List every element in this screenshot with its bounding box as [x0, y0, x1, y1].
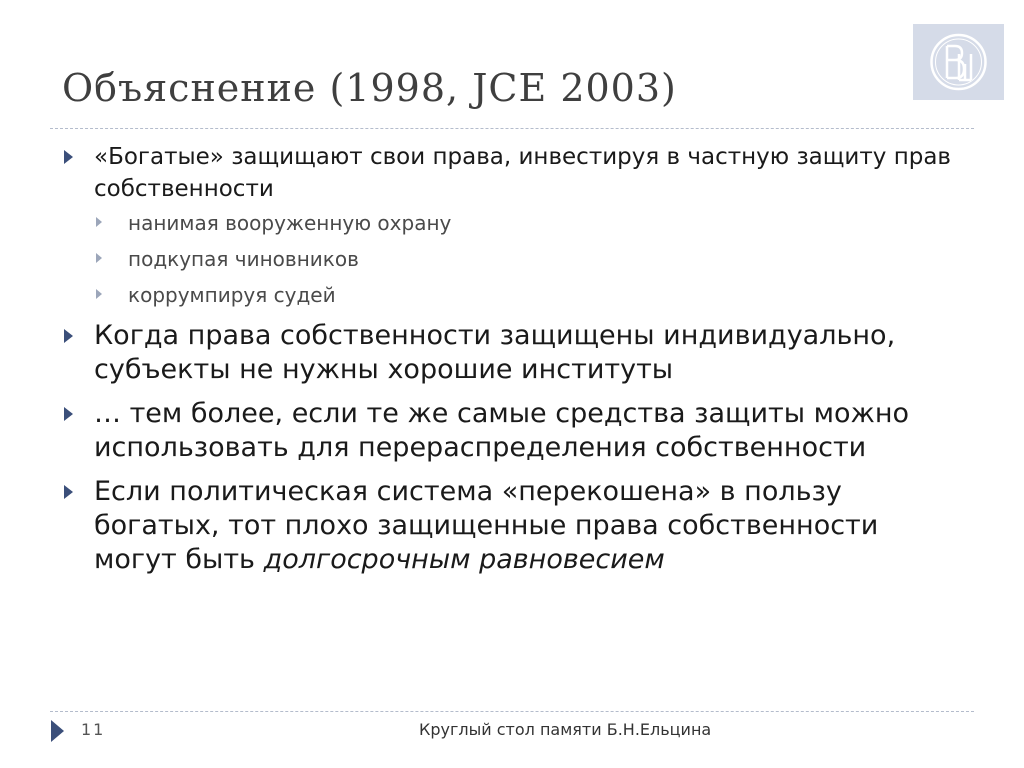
bullet-arrow-icon	[64, 407, 73, 421]
bullet-text: … тем более, если те же самые средства защиты можно использовать для перераспределения собственности	[94, 398, 910, 463]
bullet-list	[62, 141, 962, 577]
bullet-item	[62, 475, 962, 577]
bullet-item	[62, 141, 962, 205]
sub-bullet-item	[96, 245, 962, 273]
bullet-arrow-icon	[64, 150, 73, 164]
sub-bullet-text: нанимая вооруженную охрану	[128, 211, 452, 235]
bullet-text-emphasis: долгосрочным равновесием	[263, 544, 665, 575]
footer-divider	[50, 711, 974, 712]
bullet-arrow-icon	[64, 329, 73, 343]
title-divider	[50, 128, 974, 129]
sub-bullet-item	[96, 209, 962, 237]
bullet-arrow-icon	[64, 485, 73, 499]
sub-bullet-text: подкупая чиновников	[128, 247, 359, 271]
page-number: 11	[81, 720, 106, 739]
bullet-text	[94, 476, 878, 575]
sub-bullet-arrow-icon	[96, 253, 102, 263]
footer-caption: Круглый стол памяти Б.Н.Ельцина	[419, 720, 712, 739]
sub-bullet-arrow-icon	[96, 289, 102, 299]
footer-arrow-icon	[51, 720, 64, 742]
bullet-item	[62, 319, 962, 387]
sub-bullet-arrow-icon	[96, 217, 102, 227]
bullet-text: Когда права собственности защищены индивидуально, субъекты не нужны хорошие институты	[94, 320, 896, 385]
bullet-item	[62, 397, 962, 465]
university-logo-icon	[913, 24, 1004, 100]
bullet-text: «Богатые» защищают свои права, инвестируя в частную защиту прав собственности	[94, 144, 951, 202]
sub-bullet-list	[62, 209, 962, 309]
sub-bullet-text: коррумпируя судей	[128, 283, 336, 307]
logo-emblem	[913, 24, 1004, 100]
slide-title: Объяснение (1998, JCE 2003)	[62, 66, 677, 110]
bullet-text-plain: Если политическая система «перекошена» в пользу богатых, тот плохо защищенные права собственности могут быть	[94, 476, 879, 575]
sub-bullet-item	[96, 281, 962, 309]
